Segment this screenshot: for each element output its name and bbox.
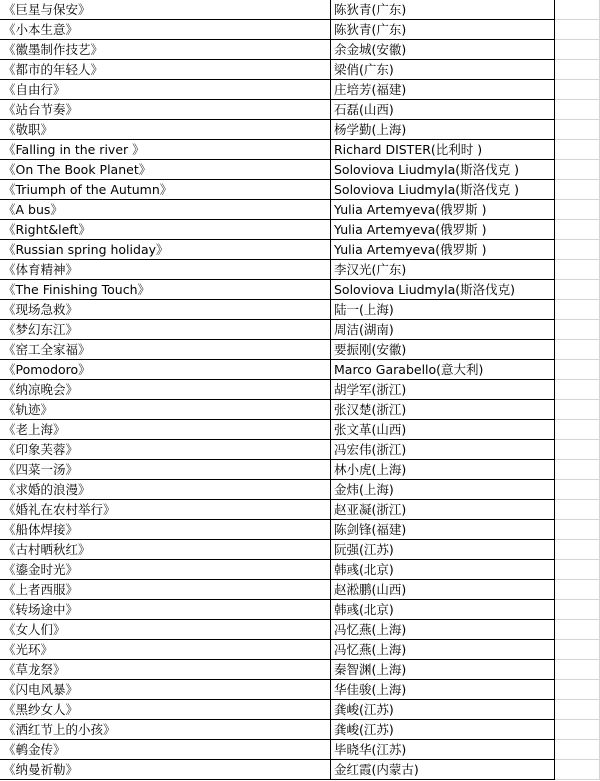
empty-cell[interactable]	[555, 300, 600, 320]
empty-cell[interactable]	[555, 220, 600, 240]
author-cell[interactable]: 林小虎(上海)	[331, 460, 555, 480]
empty-cell[interactable]	[555, 200, 600, 220]
author-cell[interactable]: Marco Garabello(意大利)	[331, 360, 555, 380]
title-cell[interactable]: 《A bus》	[0, 200, 331, 220]
empty-cell[interactable]	[555, 340, 600, 360]
title-cell[interactable]: 《体育精神》	[0, 260, 331, 280]
table-row	[0, 640, 600, 660]
author-cell[interactable]: Richard DISTER(比利时 )	[331, 140, 555, 160]
author-cell[interactable]: 陆一(上海)	[331, 300, 555, 320]
table-row	[0, 120, 600, 140]
author-cell[interactable]: 陈狄青(广东)	[331, 0, 555, 20]
table-row	[0, 340, 600, 360]
empty-cell[interactable]	[555, 700, 600, 720]
table-row	[0, 80, 600, 100]
title-cell[interactable]: 《敬职》	[0, 120, 331, 140]
title-cell[interactable]: 《纳凉晚会》	[0, 380, 331, 400]
title-cell[interactable]: 《都市的年轻人》	[0, 60, 331, 80]
author-cell[interactable]: 金炜(上海)	[331, 480, 555, 500]
title-cell[interactable]: 《四菜一汤》	[0, 460, 331, 480]
title-cell[interactable]: 《上者西服》	[0, 580, 331, 600]
author-cell[interactable]: 冯忆燕(上海)	[331, 640, 555, 660]
title-cell[interactable]: 《现场急救》	[0, 300, 331, 320]
title-cell[interactable]: 《婚礼在农村举行》	[0, 500, 331, 520]
table-row	[0, 520, 600, 540]
title-cell[interactable]: 《On The Book Planet》	[0, 160, 331, 180]
empty-cell[interactable]	[555, 440, 600, 460]
title-cell[interactable]: 《草龙祭》	[0, 660, 331, 680]
title-cell[interactable]: 《求婚的浪漫》	[0, 480, 331, 500]
author-cell[interactable]: 陈剑锋(福建)	[331, 520, 555, 540]
table-row	[0, 680, 600, 700]
author-cell[interactable]: 胡学军(浙江)	[331, 380, 555, 400]
empty-cell[interactable]	[555, 20, 600, 40]
author-cell[interactable]: Soloviova Liudmyla(斯洛伐克)	[331, 280, 555, 300]
table-row	[0, 700, 600, 720]
table-row	[0, 280, 600, 300]
empty-cell[interactable]	[555, 680, 600, 700]
table-row	[0, 300, 600, 320]
author-cell[interactable]: 梁俏(广东)	[331, 60, 555, 80]
empty-cell[interactable]	[555, 80, 600, 100]
empty-cell[interactable]	[555, 500, 600, 520]
author-cell[interactable]: Soloviova Liudmyla(斯洛伐克 )	[331, 160, 555, 180]
title-cell[interactable]: 《转场途中》	[0, 600, 331, 620]
author-cell[interactable]: 张汉楚(浙江)	[331, 400, 555, 420]
table-row	[0, 420, 600, 440]
table-row	[0, 20, 600, 40]
author-cell[interactable]: Soloviova Liudmyla(斯洛伐克 )	[331, 180, 555, 200]
table-row	[0, 580, 600, 600]
author-cell[interactable]: 冯忆燕(上海)	[331, 620, 555, 640]
empty-cell[interactable]	[555, 280, 600, 300]
empty-cell[interactable]	[555, 740, 600, 760]
table-row	[0, 500, 600, 520]
author-cell[interactable]: 龚峻(江苏)	[331, 720, 555, 740]
title-cell[interactable]: 《Right&left》	[0, 220, 331, 240]
table-row	[0, 60, 600, 80]
author-cell[interactable]: 周洁(湖南)	[331, 320, 555, 340]
title-cell[interactable]: 《徽墨制作技艺》	[0, 40, 331, 60]
title-cell[interactable]: 《The Finishing Touch》	[0, 280, 331, 300]
title-cell[interactable]: 《纳曼祈勒》	[0, 760, 331, 780]
author-cell[interactable]: 石磊(山西)	[331, 100, 555, 120]
table-row	[0, 720, 600, 740]
empty-cell[interactable]	[555, 260, 600, 280]
empty-cell[interactable]	[555, 420, 600, 440]
empty-cell[interactable]	[555, 0, 600, 20]
empty-cell[interactable]	[555, 320, 600, 340]
author-cell[interactable]: 华佳骏(上海)	[331, 680, 555, 700]
empty-cell[interactable]	[555, 760, 600, 780]
title-cell[interactable]: 《古村晒秋红》	[0, 540, 331, 560]
author-cell[interactable]: Yulia Artemyeva(俄罗斯 )	[331, 240, 555, 260]
empty-cell[interactable]	[555, 60, 600, 80]
empty-cell[interactable]	[555, 40, 600, 60]
empty-cell[interactable]	[555, 400, 600, 420]
table-row	[0, 0, 600, 20]
title-cell[interactable]: 《黑纱女人》	[0, 700, 331, 720]
empty-cell[interactable]	[555, 360, 600, 380]
author-cell[interactable]: 赵淞鹏(山西)	[331, 580, 555, 600]
table-row	[0, 360, 600, 380]
title-cell[interactable]: 《女人们》	[0, 620, 331, 640]
title-cell[interactable]: 《Falling in the river 》	[0, 140, 331, 160]
title-cell[interactable]: 《印象芙蓉》	[0, 440, 331, 460]
title-cell[interactable]: 《轨迹》	[0, 400, 331, 420]
empty-cell[interactable]	[555, 620, 600, 640]
empty-cell[interactable]	[555, 540, 600, 560]
author-cell[interactable]: 金红霞(内蒙古)	[331, 760, 555, 780]
empty-cell[interactable]	[555, 640, 600, 660]
empty-cell[interactable]	[555, 560, 600, 580]
author-cell[interactable]: 秦智渊(上海)	[331, 660, 555, 680]
empty-cell[interactable]	[555, 660, 600, 680]
title-cell[interactable]: 《鎏金时光》	[0, 560, 331, 580]
author-cell[interactable]: 冯宏伟(浙江)	[331, 440, 555, 460]
table-row	[0, 380, 600, 400]
table-row	[0, 200, 600, 220]
title-cell[interactable]: 《鹌金传》	[0, 740, 331, 760]
table-row	[0, 480, 600, 500]
title-cell[interactable]: 《Triumph of the Autumn》	[0, 180, 331, 200]
table-row	[0, 100, 600, 120]
title-cell[interactable]: 《站台节奏》	[0, 100, 331, 120]
table-row	[0, 440, 600, 460]
empty-cell[interactable]	[555, 140, 600, 160]
author-cell[interactable]: Yulia Artemyeva(俄罗斯 )	[331, 200, 555, 220]
empty-cell[interactable]	[555, 180, 600, 200]
table-row	[0, 620, 600, 640]
table-row	[0, 660, 600, 680]
table-row	[0, 600, 600, 620]
title-cell[interactable]: 《船体焊接》	[0, 520, 331, 540]
author-cell[interactable]: 庄培芳(福建)	[331, 80, 555, 100]
author-cell[interactable]: 韩彧(北京)	[331, 560, 555, 580]
empty-cell[interactable]	[555, 580, 600, 600]
table-row	[0, 240, 600, 260]
author-cell[interactable]: 李汉光(广东)	[331, 260, 555, 280]
title-cell[interactable]: 《巨星与保安》	[0, 0, 331, 20]
title-cell[interactable]: 《洒红节上的小孩》	[0, 720, 331, 740]
title-cell[interactable]: 《老上海》	[0, 420, 331, 440]
table-row	[0, 740, 600, 760]
table-row	[0, 140, 600, 160]
author-cell[interactable]: 赵亚凝(浙江)	[331, 500, 555, 520]
author-cell[interactable]: 毕晓华(江苏)	[331, 740, 555, 760]
author-cell[interactable]: 要振刚(安徽)	[331, 340, 555, 360]
empty-cell[interactable]	[555, 460, 600, 480]
author-cell[interactable]: 阮强(江苏)	[331, 540, 555, 560]
title-cell[interactable]: 《梦幻东江》	[0, 320, 331, 340]
title-cell[interactable]: 《Russian spring holiday》	[0, 240, 331, 260]
empty-cell[interactable]	[555, 160, 600, 180]
empty-cell[interactable]	[555, 120, 600, 140]
empty-cell[interactable]	[555, 600, 600, 620]
table-row	[0, 260, 600, 280]
title-cell[interactable]: 《Pomodoro》	[0, 360, 331, 380]
table-row	[0, 560, 600, 580]
author-cell[interactable]: 张文革(山西)	[331, 420, 555, 440]
empty-cell[interactable]	[555, 720, 600, 740]
table-row	[0, 400, 600, 420]
title-cell[interactable]: 《自由行》	[0, 80, 331, 100]
empty-cell[interactable]	[555, 100, 600, 120]
title-cell[interactable]: 《小本生意》	[0, 20, 331, 40]
author-cell[interactable]: 陈狄青(广东)	[331, 20, 555, 40]
table-row	[0, 40, 600, 60]
table-row	[0, 760, 600, 780]
title-cell[interactable]: 《光环》	[0, 640, 331, 660]
empty-cell[interactable]	[555, 380, 600, 400]
author-cell[interactable]: 杨学勤(上海)	[331, 120, 555, 140]
table-row	[0, 180, 600, 200]
author-cell[interactable]: Yulia Artemyeva(俄罗斯 )	[331, 220, 555, 240]
table-row	[0, 540, 600, 560]
author-cell[interactable]: 余金城(安徽)	[331, 40, 555, 60]
author-cell[interactable]: 龚峻(江苏)	[331, 700, 555, 720]
title-cell[interactable]: 《窑工全家福》	[0, 340, 331, 360]
table-row	[0, 460, 600, 480]
table-row	[0, 320, 600, 340]
table-row	[0, 220, 600, 240]
empty-cell[interactable]	[555, 520, 600, 540]
author-cell[interactable]: 韩彧(北京)	[331, 600, 555, 620]
empty-cell[interactable]	[555, 480, 600, 500]
empty-cell[interactable]	[555, 240, 600, 260]
table-row	[0, 160, 600, 180]
title-cell[interactable]: 《闪电风暴》	[0, 680, 331, 700]
